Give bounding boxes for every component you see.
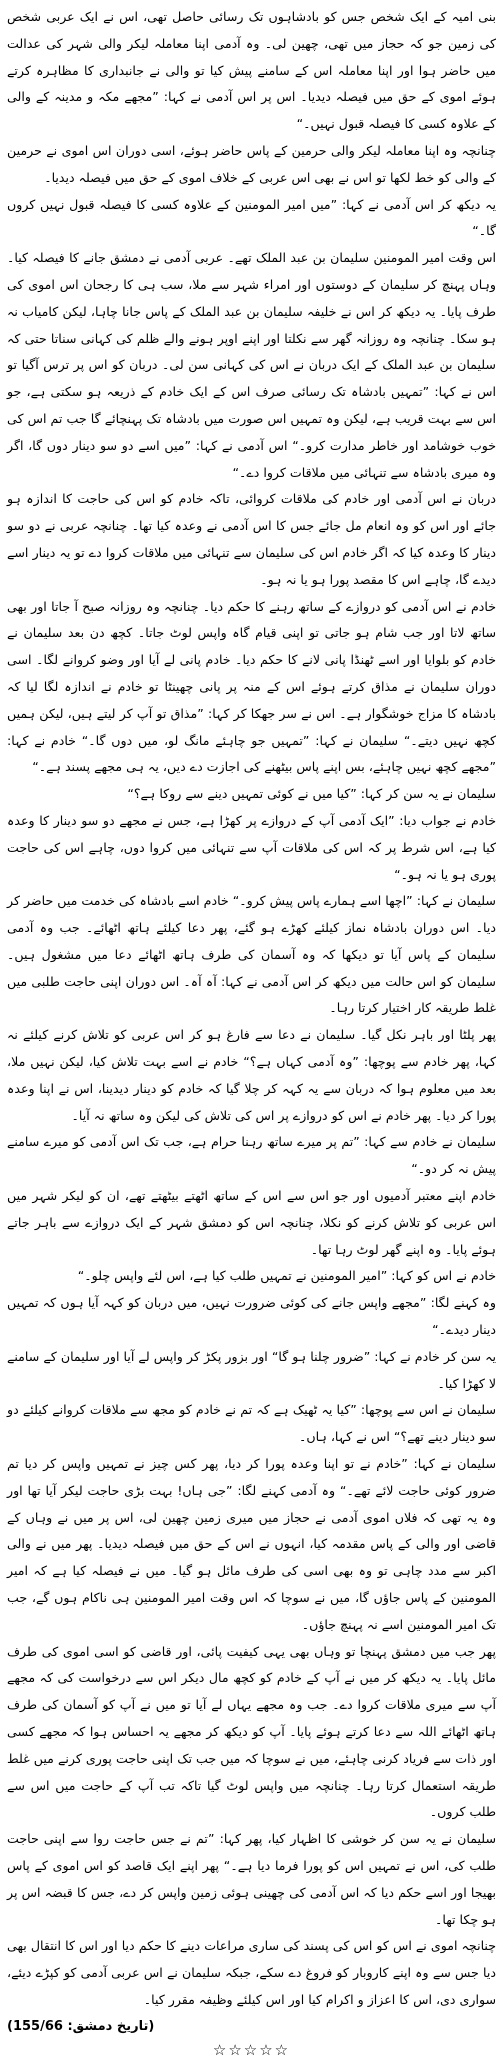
paragraph-intro: بنی امیہ کے ایک شخص جس کو بادشاہوں تک رسائی حاصل تھی، اس نے ایک عربی شخص کی زمین جو کہ حجاز میں تھی، چھین لی۔ وہ آدمی اپنا معاملہ لیکر والی شہر کی عدالت میں حاضر ہوا اور اپنا معاملہ اس کے سامنے پیش کیا تو والی نے جانبداری کا مظاہرہ کرتے ہوئے اموی کے حق میں فیصلہ دیدیا۔ اس پر اس آدمی نے کہا: ”مجھے مکہ و مدینہ کے والی کے علاوہ کسی کا فیصلہ قبول نہیں۔“	[7, 9, 496, 132]
paragraph-realization: پھر جب میں دمشق پہنچا تو وہاں بھی یہی کیفیت پائی، اور قاضی کو اسی اموی کی طرف مائل پایا۔ یہ دیکھ کر میں نے آپ کے خادم کو کچھ مال دیکر اس سے درخواست کی کہ مجھے آپ سے میری ملاقات کروا دے۔ جب وہ مجھے یہاں لے آیا تو میں نے آپ کو آسمان کی طرف ہاتھ اٹھائے اللہ سے دعا کرتے ہوئے پایا۔ آپ کو دیکھ کر مجھے یہ احساس ہوا کہ مجھے کسی اور ذات سے فریاد کرنی چاہئے، میں نے سوچا کہ میں جب تک اپنی حاجت پوری کرنے میں غلط طریقہ استعمال کرتا رہا۔ چنانچہ میں واپس لوٹ گیا تاکہ تب آپ کے حاجت میں اس سے طلب کروں۔	[7, 1643, 496, 1820]
paragraph-servant: خادم نے اس آدمی کو دروازے کے ساتھ رہنے کا حکم دیا۔ چنانچہ وہ روزانہ صبح آ جاتا اور بھی ساتھ لاتا اور جب شام ہو جاتی تو اپنی قیام گاہ واپس لوٹ جاتا۔ کچھ دن بعد سلیمان نے خادم کو بلوایا اور اسے ٹھنڈا پانی لانے کا حکم دیا۔ خادم پانی لے آیا اور وضو کروانے لگا۔ اسی دوران سلیمان نے مذاق کرتے ہوئے اس کے منہ پر پانی چھینٹا تو خادم نے اندازہ لگا لیا کہ بادشاہ کا مزاج خوشگوار ہے۔ اس نے سر جھکا کر کہا: ”مذاق تو آپ کر لیتے ہیں، لیکن ہمیں کچھ نہیں دیتے۔“ سلیمان نے کہا: ”تمہیں جو چاہئے مانگ لو، میں دوں گا۔“ خادم نے کہا: ”مجھے کچھ نہیں چاہئے، بس اپنے پاس بیٹھنے کی اجازت دے دیں، یہ ہی مجھے پسند ہے۔“	[7, 598, 496, 775]
paragraph-harmain: چنانچہ وہ اپنا معاملہ لیکر والی حرمین کے پاس حاضر ہوئے، اسی دوران اس اموی نے حرمین کے والی کو خط لکھا تو اس نے بھی اس عربی کے خلاف اموی کے حق میں فیصلہ دیدیا۔	[7, 142, 496, 185]
paragraph-found: خادم اپنے معتبر آدمیوں اور جو اس سے اس کے ساتھ اٹھتے بیٹھتے تھے، ان کو لیکر شہر میں اس عربی کو تلاش کرنے کو نکلا، چنانچہ اس کو دمشق شہر کے ایک دروازے سے باہر جاتے ہوئے پایا۔ وہ اپنے گھر لوٹ رہا تھا۔	[7, 1188, 496, 1257]
paragraph-servant-answer: خادم نے جواب دیا: ”ایک آدمی آپ کے دروازے پر کھڑا ہے، جس نے مجھے دو سو دینار کا وعدہ کیا ہے، اس شرط پر کہ اس کی ملاقات آپ سے تنہائی میں کروا دوں، چاہے اس کی حاجت پوری ہو یا نہ ہو۔“	[7, 812, 496, 882]
paragraph-damascus: اس وقت امیر المومنین سلیمان بن عبد الملک تھے۔ عربی آدمی نے دمشق جانے کا فیصلہ کیا۔ وہاں پہنچ کر سلیمان کے دوستوں اور امراء شہر سے ملا، سب ہی کا رجحان اس اموی کی طرف پایا۔ یہ دیکھ کر اس نے خلیفہ سلیمان بن عبد الملک کے پاس جانا چاہا، لیکن کامیاب نہ ہو سکا۔ چنانچہ وہ روزانہ گھر سے نکلتا اور اپنے اوپر ہونے والے ظلم کی کہانی سناتا حتی کہ سلیمان بن عبد الملک کے ایک دربان نے اس کی کہانی سن لی۔ دربان کو اس پر ترس آگیا تو اس نے کہا: ”تمہیں بادشاہ تک رسائی صرف اس کے ایک خادم کے ذریعہ ہو سکتی ہے، جو اس سے بہت قریب ہے، لیکن وہ تمہیں اس صورت میں بادشاہ تک پہنچائے گا جب تم اس کی خوب خوشامد اور خاطر مدارت کرو۔“ اس آدمی نے کہا: ”میں اسے دو سو دینار دوں گا، اگر وہ میری بادشاہ سے تنہائی میں ملاقات کروا دے۔“	[7, 250, 496, 480]
paragraph-caliph-demand: یہ دیکھ کر اس آدمی نے کہا: ”میں امیر المومنین کے علاوہ کسی کا فیصلہ قبول نہیں کروں گا۔“	[7, 196, 496, 239]
paragraph-search: پھر پلٹا اور باہر نکل گیا۔ سلیمان نے دعا سے فارغ ہو کر اس عربی کو تلاش کرنے کیلئے نہ کہا، پھر خادم سے پوچھا: ”وہ آدمی کہاں ہے؟“ خادم نے اسے بہت تلاش کیا، لیکن نہیں ملا، بعد میں معلوم ہوا کہ دربان سے یہ کہہ کر چلا گیا کہ خادم کو دینار دیدینا، اس نے اپنا وعدہ پورا کر دیا۔ پھر خادم نے اس کو دروازے پر اس کی تلاش کی لیکن وہ ساتھ نہ آیا۔	[7, 1027, 496, 1123]
paragraph-order: سلیمان نے خادم سے کہا: ”تم پر میرے ساتھ رہنا حرام ہے، جب تک اس آدمی کو میرے سامنے پیش نہ کر دو۔“	[7, 1134, 496, 1177]
paragraph-refusal: وہ کہنے لگا: ”مجھے واپس جانے کی کوئی ضرورت نہیں، میں دربان کو کہہ آیا ہوں کہ تمہیں دینار دیدے۔“	[7, 1295, 496, 1338]
paragraph-doorkeeper: دربان نے اس آدمی اور خادم کی ملاقات کروائی، تاکہ خادم کو اس کی حاجت کا اندازہ ہو جائے اور اس کو وہ انعام مل جائے جس کا اس آدمی نے وعدہ کیا تھا۔ چنانچہ عربی نے دو سو دینار کا وعدہ کیا کہ اگر خادم اس کی سلیمان سے تنہائی میں ملاقات کروا دے تو یہ دینار اسے دیدے گا، چاہے اس کا مقصد پورا ہو یا نہ ہو۔	[7, 491, 496, 587]
source-citation: (تاریخ دمشق: 155/66)	[7, 2018, 155, 2034]
paragraph-resolution: سلیمان نے یہ سن کر خوشی کا اظہار کیا، پھر کہا: ”تم نے جس حاجت روا سے اپنی حاجت طلب کی، اس نے تمہیں اس کو پورا فرما دیا ہے۔“ پھر اپنے ایک قاصد کو اس اموی کے پاس بھیجا اور اسے حکم دیا کہ اس آدمی کی چھینی ہوئی زمین واپس کر دے، جس کا قبضہ اس پر ہو چکا تھا۔	[7, 1831, 496, 1927]
paragraph-prayer: سلیمان نے کہا: ”اچھا اسے ہمارے پاس پیش کرو۔“ خادم اسے بادشاہ کی خدمت میں حاضر کر دیا۔ اس دوران بادشاہ نماز کیلئے کھڑے ہو گئے، پھر دعا کیلئے ہاتھ اٹھائے۔ جب وہ آدمی سلیمان کے پاس آیا تو دیکھا کہ وہ آسمان کی طرف ہاتھ اٹھائے دعا میں مشغول ہیں۔ سلیمان کو اس حالت میں دیکھ کر اس آدمی نے کہا: آہ آہ۔ اس دوران اپنی حاجت طلبی میں غلط طریقہ کار اختیار کرتا رہا۔	[7, 893, 496, 1016]
paragraph-sulaiman-question: سلیمان نے یہ سن کر کہا: ”کیا میں نے کوئی تمہیں دینے سے روکا ہے؟“	[127, 786, 496, 802]
paragraph-conclusion: چنانچہ اموی نے اس کو اس کی پسند کی ساری مراعات دینے کا حکم دیا اور اس کا انتقال بھی دیا جس سے وہ اپنے کاروبار کو فروغ دے سکے، جبکہ سلیمان نے اس عربی آدمی کو کپڑے دیئے، سواری دی، اس کا اعزاز و اکرام کیا اور اس کیلئے وظیفہ مقرر کیا۔	[7, 1938, 496, 2007]
stars-separator: ☆☆☆☆☆	[212, 2040, 291, 2059]
paragraph-confirm: سلیمان نے اس سے پوچھا: ”کیا یہ ٹھیک ہے کہ تم نے خادم کو مجھ سے ملاقات کروانے کیلئے دو سو دینار دینے تھے؟“ اس نے کہا، ہاں۔	[7, 1402, 496, 1445]
paragraph-summon: خادم نے اس کو کہا: ”امیر المومنین نے تمہیں طلب کیا ہے، اس لئے واپس چلو۔“	[77, 1268, 496, 1284]
paragraph-explanation: سلیمان نے کہا: ”خادم نے تو اپنا وعدہ پورا کر دیا، پھر کس چیز نے تمہیں واپس کر دیا تم ضرور کوئی حاجت لائے تھے۔“ وہ آدمی کہنے لگا: ”جی ہاں! بہت بڑی حاجت لیکر آیا تھا اور وہ یہ تھی کہ فلاں اموی آدمی نے حجاز میں میری زمین چھین لی، اس پر میں نے وہاں کے قاضی اور والی کے پاس مقدمہ کیا، انہوں نے اس کے حق میں فیصلہ دیدیا۔ پھر میں نے والی اکبر سے مدد چاہی تو وہ بھی اسی کی طرف مائل ہو گیا۔ میں نے فیصلہ کیا ہے کہ امیر المومنین کے پاس جاؤں گا، میں نے سوچا کہ اس وقت امیر المومنین ہی ناکام ہوں گے، جب تک امیر المومنین اسے نہ پہنچ جاؤں۔	[7, 1456, 496, 1632]
paragraph-brought-back: یہ سن کر خادم نے کہا: ”ضرور چلنا ہو گا“ اور بزور پکڑ کر واپس لے آیا اور سلیمان کے سامنے لا کھڑا کیا۔	[7, 1348, 496, 1391]
